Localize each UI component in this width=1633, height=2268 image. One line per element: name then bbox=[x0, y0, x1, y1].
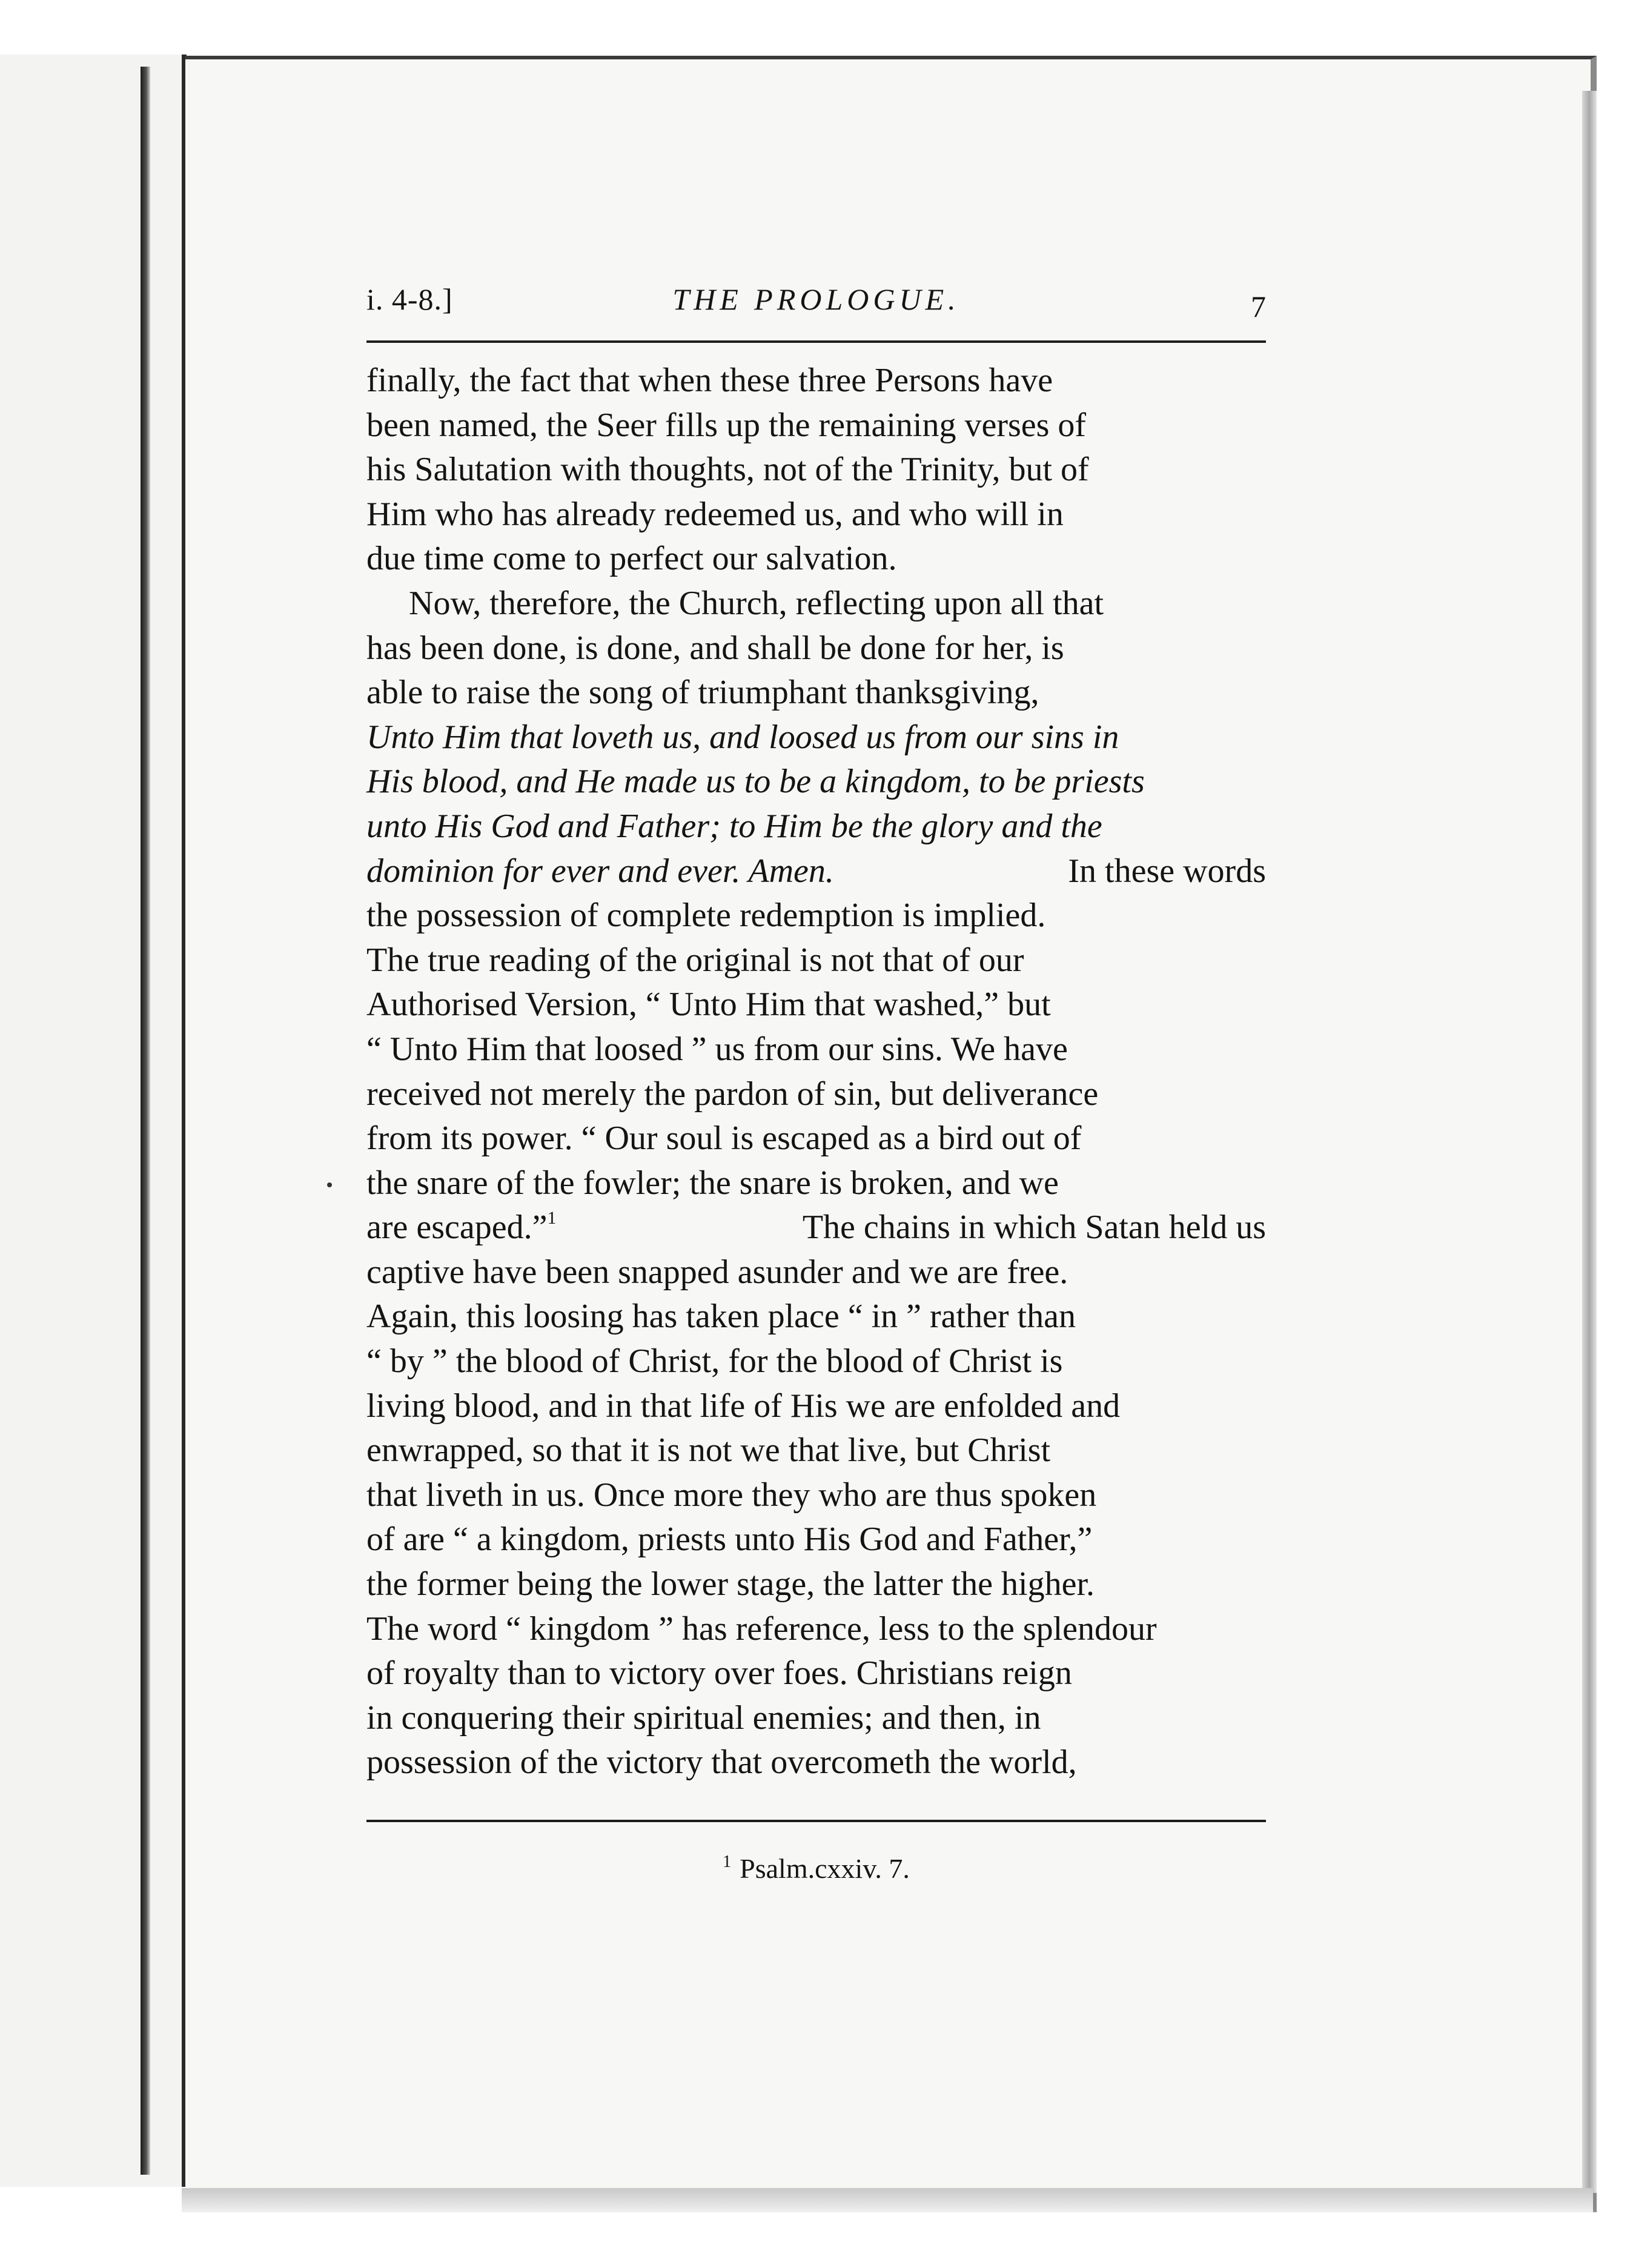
text-line: finally, the fact that when these three Persons have bbox=[366, 362, 1053, 399]
page-number: 7 bbox=[1251, 290, 1266, 323]
text-line: are escaped.”$^1$ The chains in which Satan held us bbox=[366, 1208, 1266, 1247]
footnote-marker: 1 bbox=[723, 1852, 732, 1871]
footnote-text: Psalm.cxxiv. 7. bbox=[740, 1853, 910, 1884]
body-text bbox=[366, 359, 1266, 1785]
text-line: enwrapped, so that it is not we that live, but Christ bbox=[366, 1431, 1051, 1470]
scan-speck bbox=[327, 1182, 332, 1187]
text-line: in conquering their spiritual enemies; and then, in bbox=[366, 1699, 1041, 1737]
text-line: “ by ” the blood of Christ, for the blood of Christ is bbox=[366, 1342, 1063, 1381]
text-line: living blood, and in that life of His we are enfolded and bbox=[366, 1387, 1121, 1425]
text-line: Again, this loosing has taken place “ in ” rather than bbox=[366, 1298, 1076, 1336]
text-line: the snare of the fowler; the snare is broken, and we bbox=[366, 1164, 1059, 1202]
previous-page-margin bbox=[0, 55, 187, 2187]
page-fore-edge bbox=[1582, 91, 1597, 2193]
text-line: The word “ kingdom ” has reference, less to the splendour bbox=[366, 1610, 1157, 1648]
text-line: has been done, is done, and shall be done for her, is bbox=[366, 629, 1064, 667]
text-line: been named, the Seer fills up the remaining verses of bbox=[366, 406, 1087, 444]
text-line: Now, therefore, the Church, reflecting upon all that bbox=[409, 584, 1104, 622]
text-line: the possession of complete redemption is implied. bbox=[366, 897, 1046, 935]
text-line: the former being the lower stage, the latter the higher. bbox=[366, 1565, 1095, 1603]
text-line: of royalty than to victory over foes. Christians reign bbox=[366, 1654, 1072, 1693]
text-line: due time come to perfect our salvation. bbox=[366, 540, 897, 578]
footnote bbox=[366, 1852, 1266, 1885]
text-line: “ Unto Him that loosed ” us from our sins. We have bbox=[366, 1030, 1068, 1068]
text-line: captive have been snapped asunder and we are free. bbox=[366, 1253, 1068, 1291]
text-line: that liveth in us. Once more they who are thus spoken bbox=[366, 1476, 1097, 1514]
header-rule bbox=[366, 340, 1266, 343]
text-line: able to raise the song of triumphant thanksgiving, bbox=[366, 674, 1039, 712]
chapter-verse-reference: i. 4-8.] bbox=[366, 282, 453, 316]
binding-gutter bbox=[141, 67, 150, 2175]
running-head bbox=[366, 276, 1266, 324]
text-line: The true reading of the original is not that of our bbox=[366, 941, 1024, 979]
text-line: from its power. “ Our soul is escaped as a bird out of bbox=[366, 1119, 1082, 1158]
running-title: THE PROLOGUE. bbox=[672, 282, 960, 316]
footnote-rule bbox=[366, 1820, 1266, 1822]
page-bottom-edge bbox=[182, 2188, 1593, 2212]
text-line: possession of the victory that overcometh the world, bbox=[366, 1743, 1077, 1782]
footnote-reference: 1 bbox=[547, 1208, 557, 1228]
text-line: unto His God and Father; to Him be the glory and the bbox=[366, 807, 1102, 845]
text-line: his Salutation with thoughts, not of the Trinity, but of bbox=[366, 451, 1089, 489]
text-line: received not merely the pardon of sin, but deliverance bbox=[366, 1075, 1099, 1113]
text-line: dominion for ever and ever. Amen. In these words bbox=[366, 852, 1266, 890]
text-line: His blood, and He made us to be a kingdom, to be priests bbox=[366, 763, 1145, 801]
text-line: Unto Him that loveth us, and loosed us from our sins in bbox=[366, 718, 1119, 756]
text-line: Authorised Version, “ Unto Him that washed,” but bbox=[366, 986, 1051, 1024]
text-line: Him who has already redeemed us, and who will in bbox=[366, 495, 1064, 533]
text-line: of are “ a kingdom, priests unto His God and Father,” bbox=[366, 1520, 1093, 1559]
